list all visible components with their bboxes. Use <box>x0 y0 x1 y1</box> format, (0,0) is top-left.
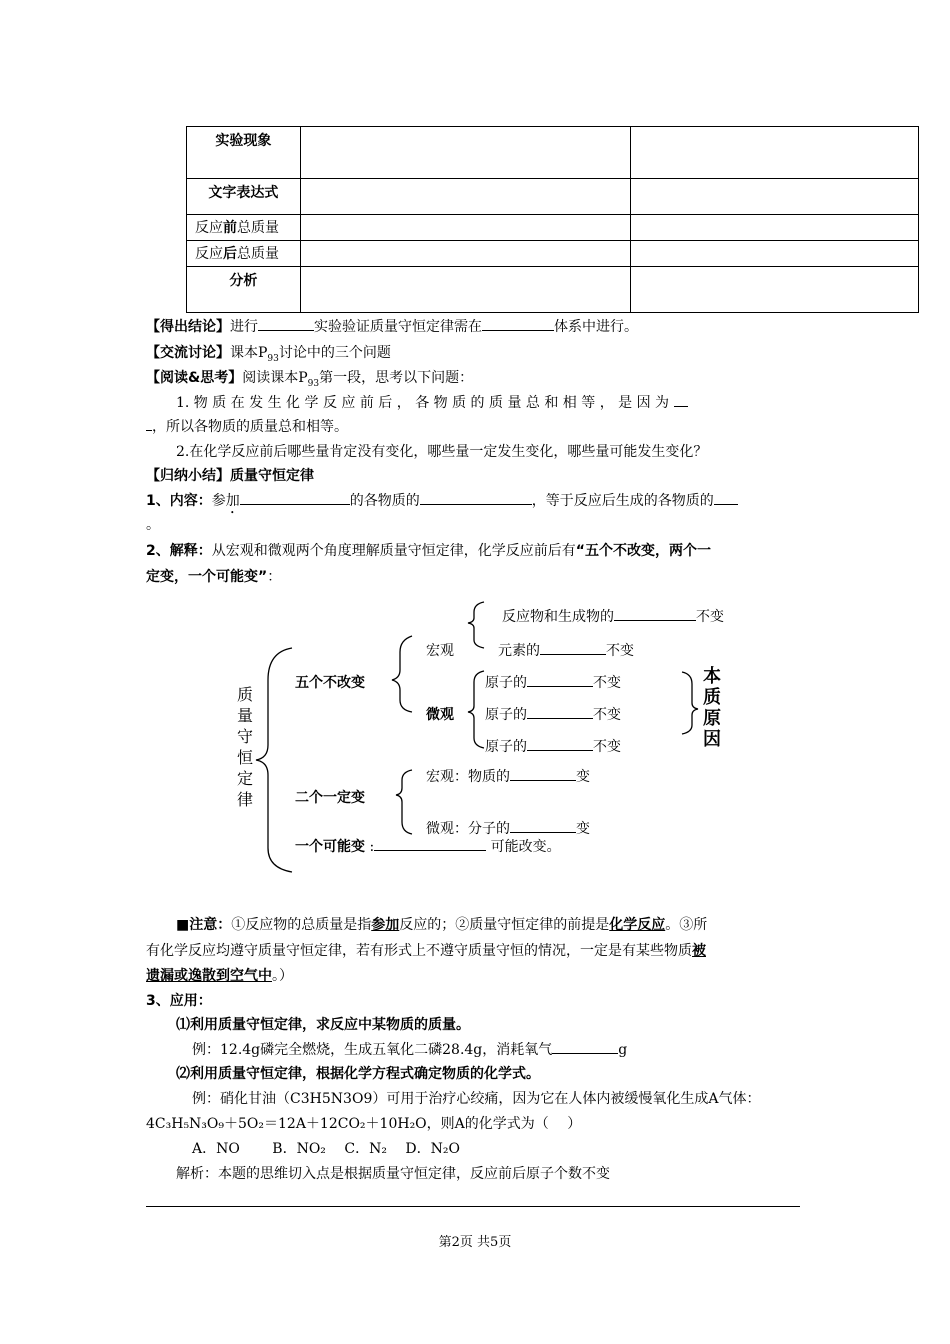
two-changed: 二个一定变 <box>295 790 365 806</box>
reading-line: 【阅读&思考】阅读课本$P_{93}$第一段，思考以下问题： <box>146 370 474 389</box>
micro-item-1: 原子的 不变 <box>485 675 621 691</box>
apply-heading-1: ⑴利用质量守恒定律，求反应中某物质的质量。 <box>176 1017 470 1033</box>
two-item-1: 宏观：物质的 变 <box>426 769 590 785</box>
macro-brace <box>468 602 484 648</box>
essence-brace <box>682 672 698 734</box>
root-brace <box>256 648 292 872</box>
five-brace <box>392 636 412 712</box>
options: A．NO B．NO₂ C．N₂ D．N₂O <box>192 1141 460 1157</box>
question-1-cont: ，所以各物质的质量总和相等。 <box>146 416 348 436</box>
essence-label: 本 质 原 因 <box>703 666 721 750</box>
macro-item-1: 反应物和生成物的 不变 <box>502 609 724 625</box>
example-2: 例：硝化甘油（C3H5N3O9）可用于治疗心绞痛，因为它在人体内被缓慢氧化生成A气体： <box>192 1091 761 1107</box>
micro-item-2: 原子的 不变 <box>485 707 621 723</box>
analysis: 解析：本题的思维切入点是根据质量守恒定律，反应前后原子个数不变 <box>176 1166 610 1182</box>
row-label: 反应后总质量 <box>187 241 301 267</box>
question-1: 1. 物 质 在 发 生 化 学 反 应 前 后 ， 各 物 质 的 质 量 总 和 相 等 ， 是 因 为 <box>176 392 688 412</box>
micro-label: 微观 <box>426 707 454 723</box>
diagram-root-label: 质 量 守 恒 定 律 <box>236 685 253 809</box>
content-end: 。 <box>146 517 160 533</box>
row-label: 实验现象 <box>187 127 301 179</box>
five-unchanged: 五个不改变 <box>295 675 365 691</box>
row-label: 反应前总质量 <box>187 215 301 241</box>
note-line-2: 有化学反应均遵守质量守恒定律，若有形式上不遵守质量守恒的情况，一定是有某些物质被 <box>146 943 706 959</box>
note-line-1: ■注意：①反应物的总质量是指参加反应的；②质量守恒定律的前提是化学反应。③所 <box>176 917 708 933</box>
two-item-2: 微观：分子的 变 <box>426 821 590 837</box>
one-possible: 一个可能变 : 可能改变。 <box>295 839 561 855</box>
question-2: 2.在化学反应前后哪些量肯定没有变化，哪些量一定发生变化，哪些量可能发生变化？ <box>176 444 708 460</box>
footer-rule <box>146 1206 800 1207</box>
micro-item-3: 原子的 不变 <box>485 739 621 755</box>
content-line: 1、内容：参加 的各物质的 ，等于反应后生成的各物质的 <box>146 490 738 517</box>
row-label: 分析 <box>187 267 301 313</box>
row-label: 文字表达式 <box>187 179 301 215</box>
apply-heading-2: ⑵利用质量守恒定律，根据化学方程式确定物质的化学式。 <box>176 1066 540 1082</box>
equation: 4C₃H₅N₃O₉＋5O₂＝12A＋12CO₂＋10H₂O，则A的化学式为（ ） <box>146 1116 582 1132</box>
macro-item-2: 元素的 不变 <box>498 643 634 659</box>
discussion-line: 【交流讨论】课本$P_{93}$讨论中的三个问题 <box>146 345 391 364</box>
conclusion-line: 【得出结论】进行 实验验证质量守恒定律需在 体系中进行。 <box>146 319 638 335</box>
macro-label: 宏观 <box>426 643 454 659</box>
explain-line-1: 2、解释：从宏观和微观两个角度理解质量守恒定律，化学反应前后有“五个不改变，两个一 <box>146 543 711 559</box>
micro-brace <box>468 671 484 748</box>
page-footer: 第2页 共5页 <box>438 1235 512 1250</box>
explain-line-2: 定变，一个可能变”： <box>146 569 282 585</box>
two-brace <box>396 770 412 834</box>
example-1: 例：12.4g磷完全燃烧，生成五氧化二磷28.4g，消耗氧气 g <box>192 1042 628 1058</box>
summary-heading: 【归纳小结】质量守恒定律 <box>146 468 314 484</box>
note-line-3: 遗漏或逸散到空气中。） <box>146 968 293 984</box>
apply-label: 3、应用： <box>146 993 212 1009</box>
